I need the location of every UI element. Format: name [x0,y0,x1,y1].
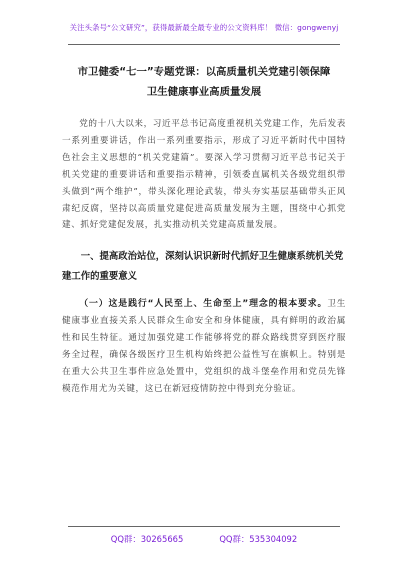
header-divider [68,44,340,45]
intro-paragraph: 党的十八大以来，习近平总书记高度重视机关党建工作，先后发表一系列重要讲话，作出一系列重要指示，形成了习近平新时代中国特色社会主义思想的“机关党建篇”。要深入学习贯彻习近平总书记关于机关党建的重要讲话和重要指示精神，引领委直属机关各级党组织带头做到“两个维护”，带头深化理论武装，带头夯实基层基础带头正风肃纪反腐，坚持以高质量党建促进高质量发展为主题，围绕中心抓党建、抓好党建促发展，扎实推动机关党建高质量发展。 [62,119,346,231]
footer-qq-group-1: QQ群：30265665 [110,534,184,544]
document-body [62,62,346,398]
footer-qq-group-2: QQ群：535304092 [219,534,298,544]
title-line-1: 市卫健委“七一”专题党课：以高质量机关党建引领保障 [77,66,331,78]
header-banner: 关注头条号“公文研究”，获得最新最全最专业的公文资料库！ 微信：gongwenyj [69,23,339,32]
document-title [62,62,346,102]
footer [0,533,408,545]
footer-divider [68,526,340,527]
title-line-2: 卫生健康事业高质量发展 [146,86,262,98]
subsection-paragraph [62,296,346,397]
section-heading-1: 一、提高政治站位，深刻认识识新时代抓好卫生健康系统机关党建工作的重要意义 [62,251,344,283]
subsection-heading-1: （一）这是践行“人民至上、生命至上”理念的根本要求。 [79,299,328,310]
subsection-body: 卫生健康事业直接关系人民群众生命安全和身体健康，具有鲜明的政治属性和民生特征。通过加强党建工作能够将党的群众路线贯穿到医疗服务全过程，确保各级医疗卫生机构始终把公益性写在旗帜上。特别是在重大公共卫生事件应急处置中，党组织的战斗堡垒作用和党员先锋模范作用尤为关键，这已在新冠疫情防控中得到充分验证。 [62,299,347,394]
